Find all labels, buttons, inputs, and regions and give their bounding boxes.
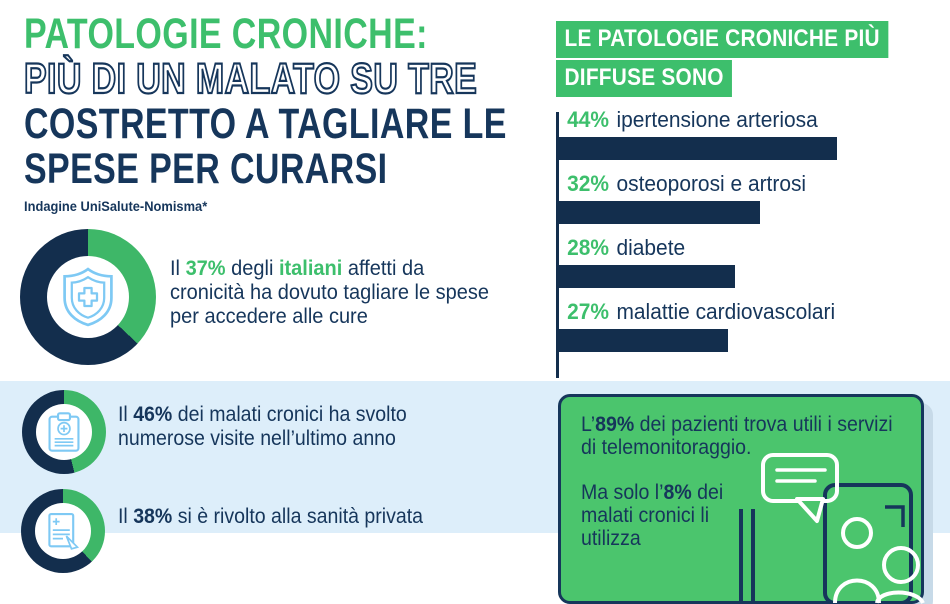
donut-hole bbox=[35, 503, 91, 559]
telemonitoring-box bbox=[558, 394, 924, 604]
medical-shield-icon bbox=[61, 267, 115, 327]
donut-hole bbox=[47, 256, 129, 338]
bar bbox=[556, 201, 760, 224]
bar bbox=[556, 329, 728, 352]
bar-category: diabete bbox=[616, 235, 686, 260]
text-line: Ma solo l’8% dei bbox=[581, 481, 724, 504]
chart-row bbox=[556, 236, 876, 288]
text-line: di telemonitoraggio. bbox=[581, 436, 752, 459]
title-line-3: COSTRETTO A TAGLIARE LE bbox=[24, 100, 507, 148]
bar-value: 28% bbox=[567, 235, 610, 260]
text-line: Il 38% si è rivolto alla sanità privata bbox=[118, 505, 424, 528]
text-line: Il 37% degli italiani affetti da bbox=[170, 256, 425, 280]
title-line-4: SPESE PER CURARSI bbox=[24, 145, 388, 193]
bar-category: malattie cardiovascolari bbox=[616, 299, 836, 324]
bar-chart bbox=[556, 108, 876, 364]
chart-row bbox=[556, 172, 876, 224]
title-line-2: PIÙ DI UN MALATO SU TRE bbox=[24, 55, 478, 103]
text-line: utilizza bbox=[581, 527, 641, 550]
bar-label bbox=[556, 108, 854, 132]
page-title bbox=[24, 12, 635, 214]
bar-label bbox=[556, 300, 854, 324]
chart-bars bbox=[556, 108, 876, 352]
chart-title bbox=[556, 21, 947, 99]
chart-title-line-2: DIFFUSE SONO bbox=[556, 60, 732, 97]
donut-chart-38 bbox=[21, 489, 105, 573]
chart-title-line-1: LE PATOLOGIE CRONICHE PIÙ bbox=[556, 21, 888, 58]
bar-category: ipertensione arteriosa bbox=[616, 107, 818, 132]
bar bbox=[556, 137, 837, 160]
text-line: Il 46% dei malati cronici ha svolto bbox=[118, 403, 407, 426]
telemonitoring-icon bbox=[727, 451, 917, 603]
stat-46-text bbox=[118, 403, 407, 451]
bar-value: 44% bbox=[567, 107, 610, 132]
medical-report-icon bbox=[46, 510, 80, 552]
title-line-1: PATOLOGIE CRONICHE: bbox=[24, 10, 428, 58]
text-line: per accedere alle cure bbox=[170, 304, 368, 328]
stat-37-text bbox=[170, 256, 489, 328]
medical-clipboard-icon bbox=[47, 411, 81, 453]
bar-category: osteoporosi e artrosi bbox=[616, 171, 807, 196]
stat-38-text bbox=[118, 505, 423, 529]
text-line: cronicità ha dovuto tagliare le spese bbox=[170, 280, 490, 304]
bar-value: 32% bbox=[567, 171, 610, 196]
donut-chart-37 bbox=[20, 229, 156, 365]
bar-label bbox=[556, 172, 854, 196]
chart-row bbox=[556, 108, 876, 160]
bar-label bbox=[556, 236, 854, 260]
donut-hole bbox=[36, 404, 92, 460]
source-note: Indagine UniSalute-Nomisma* bbox=[24, 198, 208, 214]
bar bbox=[556, 265, 735, 288]
text-line: numerose visite nell’ultimo anno bbox=[118, 427, 396, 450]
text-line: L’89% dei pazienti trova utili i servizi bbox=[581, 413, 893, 436]
bar-value: 27% bbox=[567, 299, 610, 324]
chart-row bbox=[556, 300, 876, 352]
text-line: malati cronici li bbox=[581, 504, 710, 527]
donut-chart-46 bbox=[22, 390, 106, 474]
